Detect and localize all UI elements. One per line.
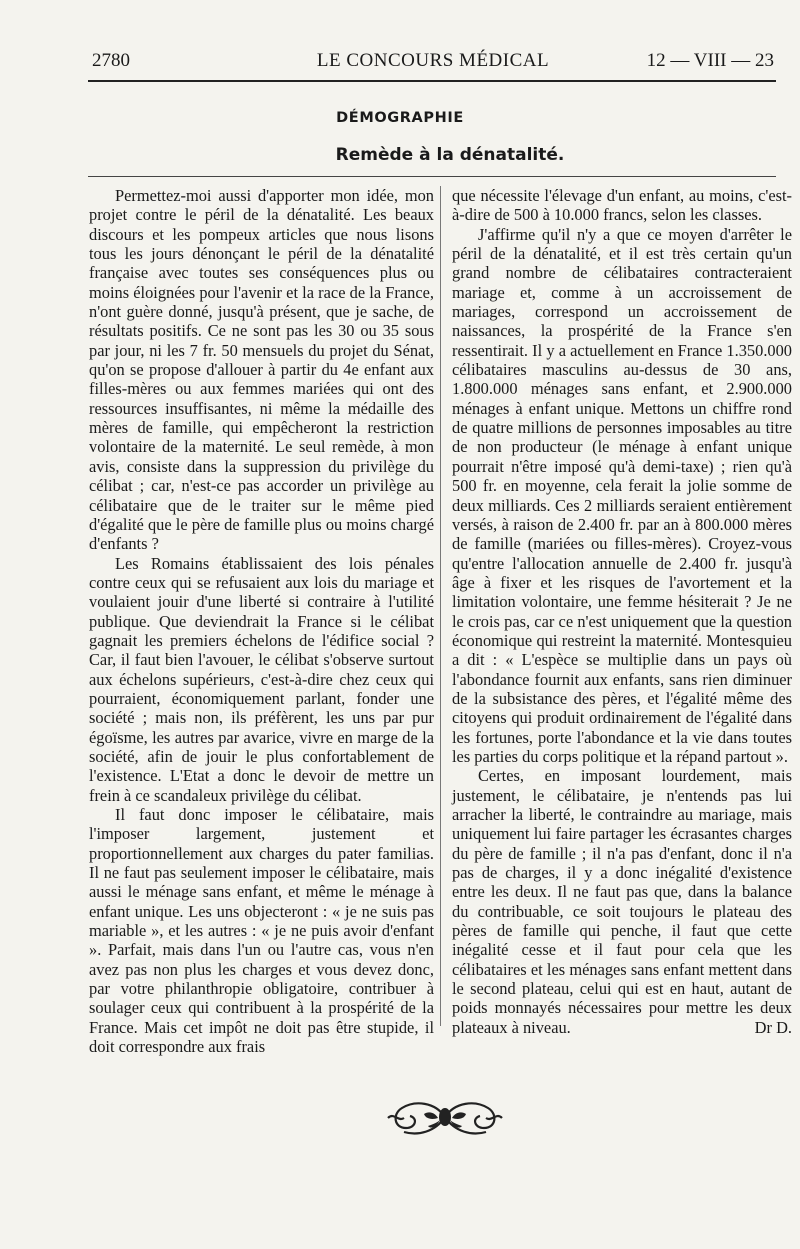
journal-title: LE CONCOURS MÉDICAL [316,50,550,71]
paragraph-text: Certes, en imposant lourdement, mais justement, le célibataire, je n'entends pas lui arracher la liberté, le contraindre au mariage, mais uniquement lui faire partager les écrasantes charges du père de famille ; il n'a pas d'enfant, donc il n'a pas de charges, il y a donc inégalité d'existence entre les deux. Il ne faut pas que, dans la balance du contribuable, ce soit toujours le plateau des pères de famille qui penche, il faut que cette inégalité cesse et il faut pour cela que les célibataires et les ménages sans enfant mettent dans le second plateau, celui qui est en haut, autant de poids monnayés nécessaires pour mettre les deux plateaux à niveau. [452,766,792,1037]
paragraph: Permettez-moi aussi d'apporter mon idée, mon projet contre le péril de la dénatalité. Les beaux discours et les pompeux articles que nous lisons tous les jours dénonçant le péril de la dénatalité française avec toutes ses conséquences plus ou moins éloignées pour l'avenir et la race de la France, n'ont guère donné, jusqu'à présent, que je sache, de résultats positifs. Ce ne sont pas les 30 ou 35 sous par jour, ni les 7 fr. 50 mensuels du projet du Sénat, qu'on se propose d'allouer à partir du 4e enfant aux filles-mères ou aux femmes mariées qui ont des ressources insuffisantes, ni même la médaille des mères de famille, qui empêcheront la restriction volontaire de la maternité. Le seul remède, à mon avis, consiste dans la suppression du privilège du célibat ; car, n'est-ce pas accorder un privilège au célibataire que de le traiter sur le même pied d'égalité que le père de famille plus ou moins chargé d'enfants ? [89,186,434,554]
issue-date: 12 — VIII — 23 [646,50,774,71]
paragraph: Les Romains établissaient des lois pénales contre ceux qui se refusaient aux lois du mariage et voulaient jouir d'une liberté si contraire à l'utilité publique. Que deviendrait la France si le célibat gagnait les premiers échelons de l'édifice social ? Car, il faut bien l'avouer, le célibat s'observe surtout aux échelons supérieurs, c'est-à-dire chez ceux qui pourraient, économiquement parlant, fonder une société ; mais non, ils préfèrent, les uns par pur égoïsme, les autres par avarice, vivre en marge de la société, afin de jouir le plus confortablement de l'existence. L'Etat a donc le devoir de mettre un frein à ce scandaleux privilège du célibat. [89,553,434,805]
title-rule [88,176,776,177]
paragraph [452,766,792,1037]
signature: Dr D. [754,1017,792,1037]
floral-scroll-ornament-icon [380,1092,510,1142]
paragraph: que nécessite l'élevage d'un enfant, au moins, c'est-à-dire de 500 à 10.000 francs, selon les classes. [452,186,792,225]
right-column [452,186,792,1037]
page-number: 2780 [92,50,130,71]
paragraph: J'affirme qu'il n'y a que ce moyen d'arrêter le péril de la dénatalité, et il est très certain qu'un grand nombre de célibataires contracteraient mariage et, comme à un accroissement de mariages, correspond un accroissement de naissances, la prospérité de la France s'en ressentirait. Il y a actuellement en France 1.350.000 célibataires masculins au-dessus de 30 ans, 1.800.000 ménages sans enfant, et 2.900.000 ménages à enfant unique. Mettons un chiffre rond de quatre millions de personnes imposables au titre de non producteur (le ménage à enfant unique pourrait n'être imposé qu'à demi-taxe) ; rien qu'à 500 fr. en moyenne, cela ferait la jolie somme de deux milliards. Ces 2 milliards seraient entièrement versés, à raison de 2.400 fr. par an à 800.000 mères de famille (mariées ou filles-mères). Croyez-vous qu'entre l'allocation annuelle de 2.400 fr. jusqu'à âge à fixer et les risques de l'avortement et la limitation volontaire, une femme hésiterait ? Je ne le crois pas, car ce n'est uniquement que la question économique qui restreint la maternité. Montesquieu a dit : « L'espèce se multiplie dans un pays où l'abondance fournit aux enfants, sans rien diminuer de la subsistance des pères, et l'égalité même des citoyens qui produit ordinairement de l'égalité dans les fortunes, porte l'abondance et la vie dans toutes les parties du corps politique et la répand partout ». [452,224,792,766]
paragraph: Il faut donc imposer le célibataire, mais l'imposer largement, justement et proportionnellement aux charges du pater familias. Il ne faut pas seulement imposer le célibataire, mais aussi le ménage sans enfant, et même le ménage à enfant unique. Les uns objecteront : « je ne suis pas mariable », et les autres : « je ne puis avoir d'enfant ». Parfait, mais dans l'un ou l'autre cas, vous n'en avez pas non plus les charges et vous devez donc, par votre philanthropie obligatoire, contribuer à soulager ceux qui contribuent à la prospérité de la France. Mais cet impôt ne doit pas être stupide, il doit correspondre aux frais [89,805,434,1057]
running-header [92,46,774,76]
column-divider [440,186,441,1026]
left-column [89,186,434,1056]
header-rule [88,80,776,82]
section-title: DÉMOGRAPHIE [336,110,464,126]
article-title: Remède à la dénatalité. [335,145,565,165]
